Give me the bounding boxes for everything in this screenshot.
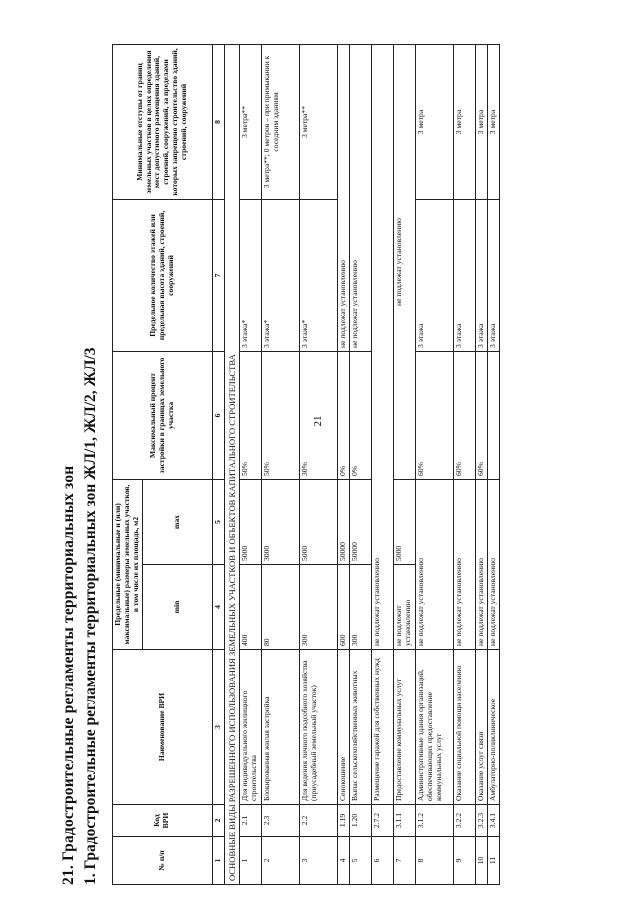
- row-min: 300: [300, 565, 338, 650]
- row-percent: 0%: [338, 352, 350, 480]
- row-merged-area: не подлежат установлению: [488, 480, 500, 650]
- row-num: 9: [454, 837, 476, 885]
- table-row: [350, 45, 372, 885]
- row-name: Оказание услуг связи: [476, 650, 488, 805]
- row-merged-note: не подлежат установлению: [372, 45, 394, 650]
- row-min: не подлежит установлению: [394, 565, 416, 650]
- header-area-group: Предельные (минимальные и (или) максимальные) размеры земельных участков, в том числе их площадь, м2: [113, 480, 143, 650]
- row-code: 1.19: [338, 805, 350, 837]
- row-name: Амбулаторно-поликлиническое: [488, 650, 500, 805]
- row-setback: 3 метра**: [300, 45, 338, 200]
- header-num: № п/п: [113, 837, 213, 885]
- table-row: [416, 45, 454, 885]
- row-num: 8: [416, 837, 454, 885]
- row-floors: 3 этажа: [488, 200, 500, 352]
- row-percent: 50%: [262, 352, 300, 480]
- section-title: 21. Градостроительные регламенты территориальных зон: [60, 465, 77, 885]
- col-index: 7: [212, 200, 224, 352]
- col-index: 5: [212, 480, 224, 565]
- header-min: min: [142, 565, 212, 650]
- row-min: 80: [262, 565, 300, 650]
- row-merged-area: не подлежат установлению: [476, 480, 488, 650]
- row-name: Административные здания организаций, обеспечивающих предоставление коммунальных услуг: [416, 650, 454, 805]
- row-merged-area: не подлежат установлению: [454, 480, 476, 650]
- row-code: 2.7.2: [372, 805, 394, 837]
- row-num: 7: [394, 837, 416, 885]
- row-min: 300: [350, 565, 372, 650]
- row-setback: 3 метра: [416, 45, 454, 200]
- col-index: 6: [212, 352, 224, 480]
- row-max: 50000: [350, 480, 372, 565]
- row-name: Размещение гаражей для собственных нужд: [372, 650, 394, 805]
- row-code: 1.20: [350, 805, 372, 837]
- row-name: Выпас сельскохозяйственных животных: [350, 650, 372, 805]
- row-num: 10: [476, 837, 488, 885]
- row-percent: 60%: [476, 352, 488, 480]
- row-percent: 60%: [416, 352, 454, 480]
- row-code: 3.2.3: [476, 805, 488, 837]
- regulations-table: [112, 44, 500, 885]
- row-num: 5: [350, 837, 372, 885]
- row-percent: 0%: [350, 352, 372, 480]
- row-num: 11: [488, 837, 500, 885]
- row-name: Для ведения личного подсобного хозяйства (приусадебный земельный участок): [300, 650, 338, 805]
- table-row: [454, 45, 476, 885]
- row-min: 400: [240, 565, 262, 650]
- table-row: [300, 45, 338, 885]
- row-floors: 3 этажа: [476, 200, 488, 352]
- row-num: 4: [338, 837, 350, 885]
- row-floors: 3 этажа: [416, 200, 454, 352]
- col-index: 4: [212, 565, 224, 650]
- table-row: [338, 45, 350, 885]
- row-floors: 3 этажа*: [240, 200, 262, 352]
- row-max: 5000: [394, 480, 416, 565]
- row-setback: 3 метра**; 0 метров – при примыкании к соседним зданиям: [262, 45, 300, 200]
- row-max: 5000: [240, 480, 262, 565]
- row-setback: 3 метра: [476, 45, 488, 200]
- row-floors: 3 этажа*: [300, 200, 338, 352]
- rotated-page-content: [60, 38, 610, 895]
- row-code: 2.2: [300, 805, 338, 837]
- row-merged-area: не подлежат установлению: [416, 480, 454, 650]
- table-row: [372, 45, 394, 885]
- header-code: Код ВРИ: [113, 805, 213, 837]
- section-heading: ОСНОВНЫЕ ВИДЫ РАЗРЕШЕННОГО ИСПОЛЬЗОВАНИЯ ЗЕМЕЛЬНЫХ УЧАСТКОВ И ОБЪЕКТОВ КАПИТАЛЬНОГО СТРОИТЕЛЬСТВА: [224, 45, 239, 885]
- row-max: 5000: [300, 480, 338, 565]
- row-name: Оказание социальной помощи населению: [454, 650, 476, 805]
- column-index-row: [212, 45, 224, 885]
- row-num: 6: [372, 837, 394, 885]
- row-code: 3.4.1: [488, 805, 500, 837]
- col-index: 2: [212, 805, 224, 837]
- row-code: 2.1: [240, 805, 262, 837]
- row-num: 3: [300, 837, 338, 885]
- table-row: [488, 45, 500, 885]
- row-floors: 3 этажа*: [262, 200, 300, 352]
- row-code: 3.1.1: [394, 805, 416, 837]
- table-row: [262, 45, 300, 885]
- col-index: 3: [212, 650, 224, 805]
- row-setback: 3 метра: [454, 45, 476, 200]
- col-index: 8: [212, 45, 224, 200]
- header-max: max: [142, 480, 212, 565]
- row-percent: 60%: [454, 352, 476, 480]
- row-name: Блокированная жилая застройка: [262, 650, 300, 805]
- subsection-title: 1. Градостроительные регламенты территориальных зон ЖЛ/1, ЖЛ/2, ЖЛ/3: [82, 347, 99, 885]
- row-num: 2: [262, 837, 300, 885]
- row-name: Сенокошение: [338, 650, 350, 805]
- row-name: Для индивидуального жилищного строительства: [240, 650, 262, 805]
- page-number: 21: [312, 415, 324, 427]
- row-percent: 50%: [240, 352, 262, 480]
- header-floors: Предельное количество этажей или предельная высота зданий, строений, сооружений: [113, 200, 213, 352]
- row-setback: 3 метра: [488, 45, 500, 200]
- table-row: [240, 45, 262, 885]
- header-name: Наименование ВРИ: [113, 650, 213, 805]
- row-code: 3.1.2: [416, 805, 454, 837]
- row-code: 3.2.2: [454, 805, 476, 837]
- row-merged-note: не подлежат установлению: [338, 45, 350, 352]
- row-max: 3000: [262, 480, 300, 565]
- table-row: [476, 45, 488, 885]
- row-percent: [488, 352, 500, 480]
- row-floors: 3 этажа: [454, 200, 476, 352]
- table-row: [394, 45, 416, 885]
- row-setback: 3 метра**: [240, 45, 262, 200]
- row-merged-note: не подлежат установлению: [394, 45, 416, 480]
- col-index: 1: [212, 837, 224, 885]
- row-merged-note: не подлежат установлению: [350, 45, 372, 352]
- row-num: 1: [240, 837, 262, 885]
- row-min: 600: [338, 565, 350, 650]
- header-setback: Минимальные отступы от границ земельных участков в целях определения мест допустимого размещения зданий, строений, сооружений, за пределами которых запрещено строительство зданий, строений, сооружений: [113, 45, 213, 200]
- row-max: 50000: [338, 480, 350, 565]
- row-name: Предоставление коммунальных услуг: [394, 650, 416, 805]
- header-percent: Максимальный процент застройки в границах земельного участка: [113, 352, 213, 480]
- row-code: 2.3: [262, 805, 300, 837]
- section-row: [224, 45, 239, 885]
- row-percent: 30%: [300, 352, 338, 480]
